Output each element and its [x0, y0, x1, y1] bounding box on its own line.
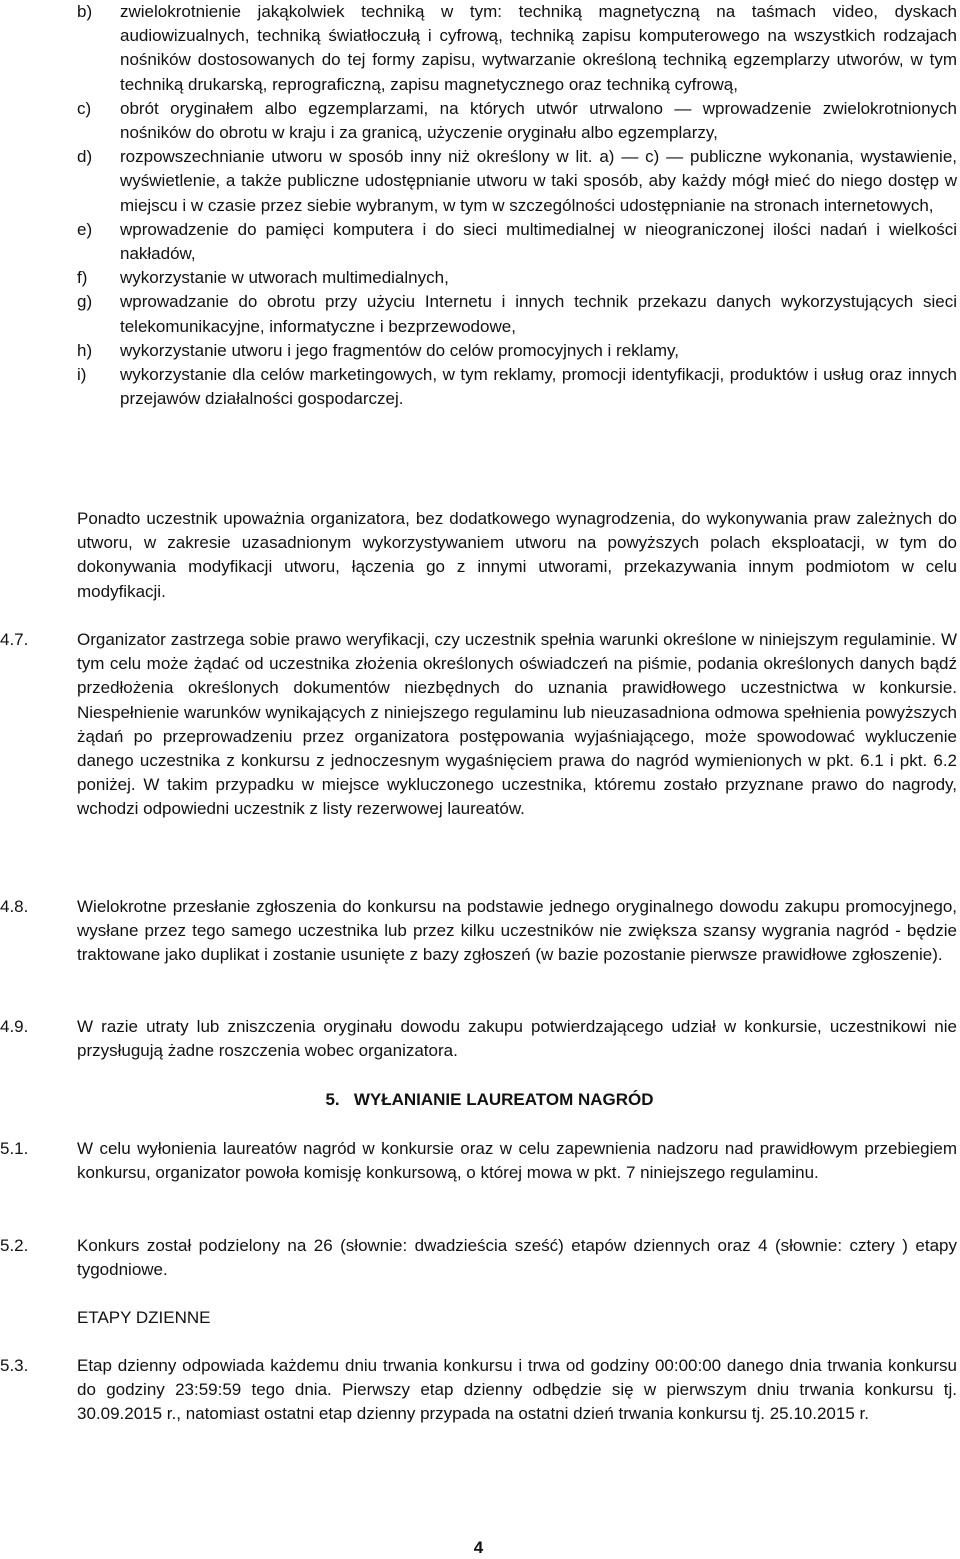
- list-item-label: f): [77, 268, 88, 288]
- list-item-text: wykorzystanie utworu i jego fragmentów do celów promocyjnych i reklamy,: [120, 340, 680, 360]
- list-item-text: wprowadzanie do obrotu przy użyciu Internetu i innych technik przekazu danych wykorzystujących sieci telekomunikacyjne, informatyczne i bezprzewodowe,: [120, 292, 957, 336]
- section-5-3: [0, 1354, 957, 1427]
- page-number: 4: [473, 1538, 484, 1557]
- list-item-text: wprowadzenie do pamięci komputera i do sieci multimedialnej w nieograniczonej ilości nadań i wielkości nakładów,: [120, 219, 957, 264]
- section-text: Wielokrotne przesłanie zgłoszenia do konkursu na podstawie jednego oryginalnego dowodu zakupu promocyjnego, wysłane przez tego samego uczestnika lub przez kilku uczestników nie zwiększa szansy wygrania nagród - będzie traktowane jako duplikat i zostanie usunięte z bazy zgłoszeń (w bazie pozostanie pierwsze prawidłowe zgłoszenie).: [77, 897, 957, 965]
- section-number: 4.8.: [0, 897, 29, 916]
- section-number: 4.9.: [0, 1017, 29, 1036]
- section-text: W razie utraty lub zniszczenia oryginału dowodu zakupu potwierdzającego udział w konkursie, uczestnikowi nie przysługują żadne roszczenia wobec organizatora.: [77, 1017, 957, 1061]
- section-number: 4.7.: [0, 630, 29, 649]
- list-item-label: g): [77, 292, 93, 312]
- list-item-text: zwielokrotnienie jakąkolwiek techniką w tym: techniką magnetyczną na taśmach video, dyskach audiowizualnych, techniką światłoczułą i cyfrową, techniką zapisu komputerowego na wszystkich rodzajach nośników dostosowanych do tej formy zapisu, wytwarzanie określoną techniką egzemplarzy utworów, w tym techniką drukarską, reprograficzną, zapisu magnetycznego oraz techniką cyfrową,: [120, 2, 957, 94]
- list-item: [77, 339, 957, 363]
- list-item-label: i): [77, 365, 87, 385]
- section-4-7: [0, 628, 957, 822]
- section-text: Etap dzienny odpowiada każdemu dniu trwania konkursu i trwa od godziny 00:00:00 danego dnia trwania konkursu do godziny 23:59:59 tego dnia. Pierwszy etap dzienny odbędzie się w pierwszym dniu trwania konkursu tj. 30.09.2015 r., natomiast ostatni etap dzienny przypada na ostatni dzień trwania konkursu tj. 25.10.2015 r.: [77, 1356, 957, 1424]
- exploitation-fields-list: [77, 0, 957, 411]
- subheading: ETAPY DZIENNE: [77, 1308, 211, 1327]
- list-item-label: c): [77, 98, 92, 118]
- list-item-text: rozpowszechnianie utworu w sposób inny niż określony w lit. a) ― c) ― publiczne wykonania, wystawienie, wyświetlenie, a także publiczne udostępnianie utworu w taki sposób, aby każdy mógł mieć do niego dostęp w miejscu i w czasie przez siebie wybranym, w tym w szczególności udostępnianie na stronach internetowych,: [120, 147, 957, 215]
- section-text: Konkurs został podzielony na 26 (słownie: dwadzieścia sześć) etapów dziennych oraz 4 (słownie: cztery ) etapy tygodniowe.: [77, 1236, 957, 1280]
- paragraph-derivative-rights: Ponadto uczestnik upoważnia organizatora, bez dodatkowego wynagrodzenia, do wykonywania praw zależnych do utworu, w zakresie uzasadnionym wykorzystywaniem utworu na powyższych polach eksploatacji, w tym do dokonywania modyfikacji utworu, łączenia go z innymi utworami, przekazywania innym podmiotom w celu modyfikacji.: [77, 509, 957, 601]
- list-item: [77, 363, 957, 411]
- section-4-9: [0, 1015, 957, 1063]
- list-item-label: e): [77, 219, 93, 239]
- list-item: [77, 218, 957, 266]
- section-5-2: [0, 1234, 957, 1282]
- list-item-text: wykorzystanie dla celów marketingowych, w tym reklamy, promocji identyfikacji, produktów i usług oraz innych przejawów działalności gospodarczej.: [120, 365, 957, 409]
- list-item-text: wykorzystanie w utworach multimedialnych,: [120, 268, 449, 288]
- section-text: Organizator zastrzega sobie prawo weryfikacji, czy uczestnik spełnia warunki określone w niniejszym regulaminie. W tym celu może żądać od uczestnika złożenia określonych oświadczeń na piśmie, podania określonych danych bądź przedłożenia określonych dokumentów niezbędnych do uznania prawidłowego uczestnictwa w konkursie. Niespełnienie warunków wynikających z niniejszego regulaminu lub nieuzasadniona odmowa spełnienia powyższych żądań po przeprowadzeniu przez organizatora postępowania wyjaśniającego, może spowodować wykluczenie danego uczestnika z konkursu z jednoczesnym wygaśnięciem prawa do nagród wymienionych w pkt. 6.1 i pkt. 6.2 poniżej. W takim przypadku w miejsce wykluczonego uczestnika, któremu zostało przyznane prawo do nagrody, wchodzi odpowiedni uczestnik z listy rezerwowej laureatów.: [77, 630, 957, 819]
- list-item-label: d): [77, 147, 93, 167]
- section-4-8: [0, 895, 957, 968]
- section-number: 5.2.: [0, 1236, 29, 1255]
- list-item: [77, 97, 957, 145]
- list-item-text: obrót oryginałem albo egzemplarzami, na których utwór utrwalono ― wprowadzenie zwielokrotnionych nośników do obrotu w kraju i za granicą, użyczenie oryginału albo egzemplarzy,: [120, 98, 957, 143]
- list-item: [77, 266, 957, 290]
- section-number: 5.1.: [0, 1139, 29, 1158]
- section-text: W celu wyłonienia laureatów nagród w konkursie oraz w celu zapewnienia nadzoru nad prawidłowym przebiegiem konkursu, organizator powoła komisję konkursową, o której mowa w pkt. 7 niniejszego regulaminu.: [77, 1139, 957, 1183]
- section-heading: 5. WYŁANIANIE LAUREATOM NAGRÓD: [325, 1090, 654, 1109]
- list-item: [77, 145, 957, 218]
- section-number: 5.3.: [0, 1356, 29, 1375]
- list-item-label: h): [77, 340, 93, 360]
- list-item: [77, 290, 957, 338]
- section-5-1: [0, 1137, 957, 1185]
- list-item-label: b): [77, 2, 93, 21]
- list-item: [77, 0, 957, 97]
